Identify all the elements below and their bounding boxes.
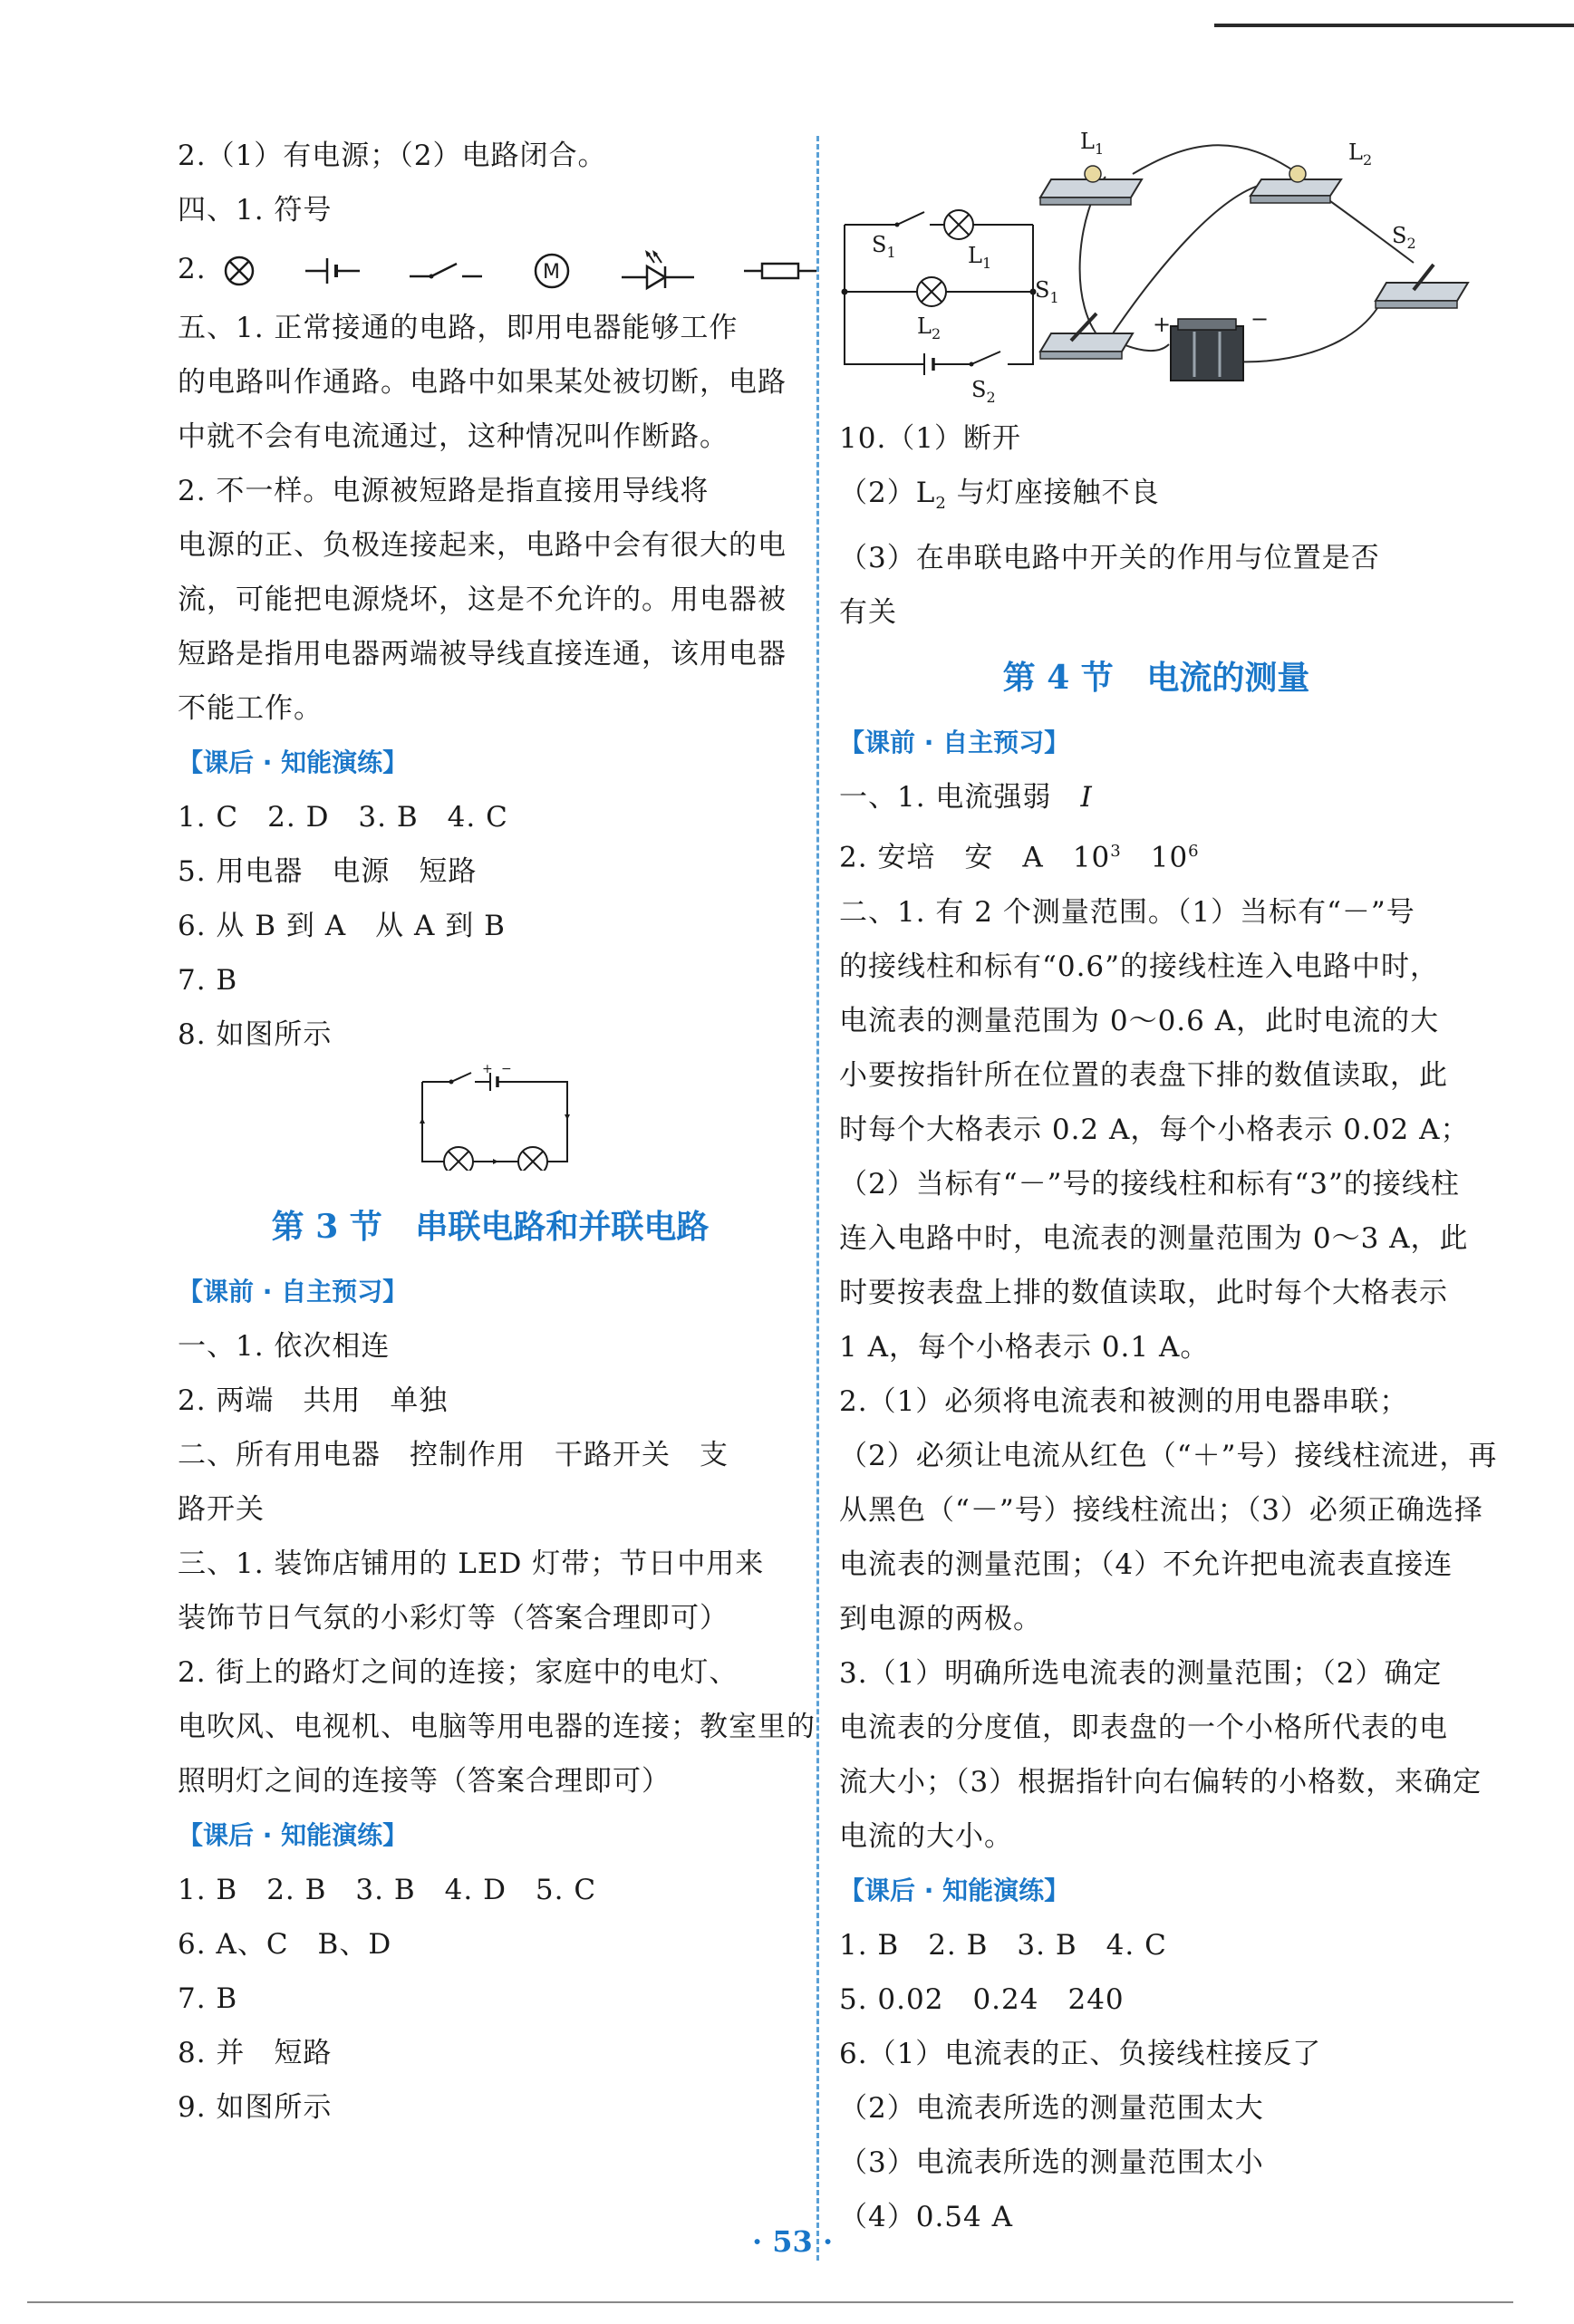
answer-line: 9. 如图所示 <box>178 2091 333 2124</box>
switch-label-s2-physical: $S_2$ <box>1392 223 1416 252</box>
answer-line: 到电源的两极。 <box>839 1602 1042 1635</box>
answer-line: （4）0.54 A <box>839 2200 1013 2233</box>
switch-symbol-icon <box>410 253 482 289</box>
answer-line: （3）电流表所选的测量范围太小 <box>839 2146 1264 2179</box>
answer-line: 5. 用电器 电源 短路 <box>178 855 478 888</box>
lamp-label-l2-physical: $L_2$ <box>1348 140 1373 169</box>
answer-line: 电流表的分度值，即表盘的一个小格所代表的电 <box>839 1711 1448 1744</box>
switch-label-s1-physical: $S_1$ <box>1035 277 1059 306</box>
answer-line: 电源的正、负极连接起来，电路中会有很大的电 <box>178 529 787 562</box>
answer-line: 电流表的测量范围；（4）不允许把电流表直接连 <box>839 1548 1453 1581</box>
answer-line: 2.（1）必须将电流表和被测的用电器串联； <box>839 1384 1409 1418</box>
right-column <box>839 411 1498 2244</box>
battery-plus-label: + <box>1153 312 1172 337</box>
answer-line: 6. A、C B、D <box>178 1928 392 1961</box>
answer-line: 7. B <box>178 964 238 997</box>
lamp-label-l2: $L_2$ <box>917 313 942 342</box>
answer-line <box>839 466 1473 531</box>
answer-line: （3）在串联电路中开关的作用与位置是否 <box>839 542 1380 575</box>
answer-line: 连入电路中时，电流表的测量范围为 0～3 A，此 <box>839 1221 1469 1255</box>
bottom-rule <box>27 2301 1513 2303</box>
svg-text:+: + <box>482 1062 493 1076</box>
answer-line: 不能工作。 <box>178 692 323 725</box>
answer-line: 三、1. 装饰店铺用的 LED 灯带；节日中用来 <box>178 1548 765 1580</box>
answer-line: 时每个大格表示 0.2 A，每个小格表示 0.02 A； <box>839 1113 1470 1146</box>
lamp-label-l1: $L_1$ <box>968 243 992 272</box>
circuit-symbols-row <box>178 237 803 301</box>
answer-line: 1. B 2. B 3. B 4. D 5. C <box>178 1874 597 1906</box>
answer-line: 的接线柱和标有“0.6”的接线柱连入电路中时， <box>839 950 1439 983</box>
answer-line: 电吹风、电视机、电脑等用电器的连接；教室里的 <box>178 1711 816 1743</box>
left-column <box>178 129 816 2135</box>
answer-line: 3.（1）明确所选电流表的测量范围；（2）确定 <box>839 1656 1443 1690</box>
answer-line: 从黑色（“－”号）接线柱流出；（3）必须正确选择 <box>839 1493 1483 1527</box>
answer-line: 五、1. 正常接通的电路，即用电器能够工作 <box>178 312 739 344</box>
symbol-italic: I <box>1080 781 1093 815</box>
answer-line: 四、1. 符号 <box>178 194 333 227</box>
answer-line: 小要按指针所在位置的表盘下排的数值读取，此 <box>839 1058 1448 1092</box>
svg-text:−: − <box>501 1062 512 1076</box>
answer-line: 有关 <box>839 596 897 630</box>
answer-line: 2.（1）有电源；（2）电路闭合。 <box>178 140 607 172</box>
parallel-circuit-figure <box>834 127 1486 408</box>
top-rule <box>1214 24 1574 27</box>
answer-line: 10.（1）断开 <box>839 422 1022 455</box>
answer-line: 的电路叫作通路。电路中如果某处被切断，电路 <box>178 366 787 399</box>
circuit-diagram-icon <box>834 127 1486 408</box>
section-tag-after-class: 【课后 · 知能演练】 <box>178 747 409 777</box>
answer-line: 2. 两端 共用 单独 <box>178 1384 449 1417</box>
answer-line: 照明灯之间的连接等（答案合理即可） <box>178 1765 671 1798</box>
answer-line: 1. C 2. D 3. B 4. C <box>178 801 508 834</box>
led-symbol-icon <box>622 248 694 294</box>
answer-text: 一、1. 电流强弱 <box>839 781 1081 815</box>
superscript: 3 <box>1110 842 1122 862</box>
answer-text: 2. 安培 安 A 10 <box>839 841 1111 874</box>
answer-line: 流，可能把电源烧坏，这是不允许的。用电器被 <box>178 583 787 616</box>
page-number: · 53 · <box>752 2224 834 2259</box>
section-tag-after-class: 【课后 · 知能演练】 <box>178 1820 409 1850</box>
answer-line: 中就不会有电流通过，这种情况叫作断路。 <box>178 420 729 453</box>
answer-line: 二、所有用电器 控制作用 干路开关 支 <box>178 1439 729 1471</box>
answer-line: （2）电流表所选的测量范围太大 <box>839 2091 1264 2125</box>
answer-line: 7. B <box>178 1982 238 2015</box>
answer-line: 8. 如图所示 <box>178 1018 333 1051</box>
answer-line <box>839 770 1473 824</box>
answer-line: 1. B 2. B 3. B 4. C <box>839 1928 1167 1962</box>
section-number: 第 4 节 <box>1002 659 1114 698</box>
section-tag-preview: 【课前 · 自主预习】 <box>839 728 1070 758</box>
answer-line: 流大小；（3）根据指针向右偏转的小格数，来确定 <box>839 1765 1482 1798</box>
answer-line: 电流表的测量范围为 0～0.6 A，此时电流的大 <box>839 1004 1440 1037</box>
answer-line: 2. 不一样。电源被短路是指直接用导线将 <box>178 475 710 507</box>
answer-line: 6. 从 B 到 A 从 A 到 B <box>178 910 506 942</box>
switch-label-s2: $S_2$ <box>971 377 996 406</box>
answer-line: 1 A，每个小格表示 0.1 A。 <box>839 1330 1210 1364</box>
section-title: 电流的测量 <box>1146 659 1310 698</box>
motor-symbol-icon <box>532 251 572 291</box>
answer-line: （2）必须让电流从红色（“＋”号）接线柱流进，再 <box>839 1439 1498 1472</box>
resistor-symbol-icon <box>744 257 816 284</box>
superscript: 6 <box>1188 842 1200 862</box>
answer-text: 与灯座接触不良 <box>946 477 1160 509</box>
answer-line: 时要按表盘上排的数值读取，此时每个大格表示 <box>839 1276 1448 1309</box>
subscript: 2 <box>935 494 947 514</box>
answer-text: （2）L <box>839 477 936 509</box>
answer-line: 电流的大小。 <box>839 1819 1013 1853</box>
answer-line: 一、1. 依次相连 <box>178 1330 391 1363</box>
answer-text: 10 <box>1121 841 1189 874</box>
section-tag-after-class: 【课后 · 知能演练】 <box>839 1875 1070 1905</box>
section-tag-preview: 【课前 · 自主预习】 <box>178 1277 409 1307</box>
answer-line: 5. 0.02 0.24 240 <box>839 1982 1125 2016</box>
section-heading-3 <box>178 1189 803 1265</box>
answer-line: 装饰节日气氛的小彩灯等（答案合理即可） <box>178 1602 729 1635</box>
battery-symbol-icon <box>305 253 360 289</box>
lamp-symbol-icon <box>223 255 256 287</box>
switch-label-s1: $S_1$ <box>872 232 896 261</box>
series-circuit-diagram-icon <box>395 1062 594 1171</box>
battery-minus-label: − <box>1251 306 1270 332</box>
column-divider <box>816 136 819 2261</box>
section-title: 串联电路和并联电路 <box>415 1208 710 1246</box>
answer-line: 2. 街上的路灯之间的连接；家庭中的电灯、 <box>178 1656 739 1689</box>
section-heading-4 <box>839 640 1473 716</box>
lamp-label-l1-physical: $L_1$ <box>1080 129 1105 158</box>
answer-line: 短路是指用电器两端被导线直接连通，该用电器 <box>178 638 787 670</box>
section-number: 第 3 节 <box>271 1208 382 1246</box>
svg-text:M: M <box>543 260 562 284</box>
answer-line: （2）当标有“－”号的接线柱和标有“3”的接线柱 <box>839 1167 1460 1201</box>
answer-number: 2. <box>178 253 207 285</box>
answer-line: 6.（1）电流表的正、负接线柱接反了 <box>839 2037 1322 2070</box>
answer-line: 8. 并 短路 <box>178 2037 333 2069</box>
series-circuit-figure <box>178 1062 803 1189</box>
answer-line: 二、1. 有 2 个测量范围。（1）当标有“－”号 <box>839 895 1415 929</box>
answer-line: 路开关 <box>178 1493 265 1526</box>
answer-line <box>839 824 1473 884</box>
